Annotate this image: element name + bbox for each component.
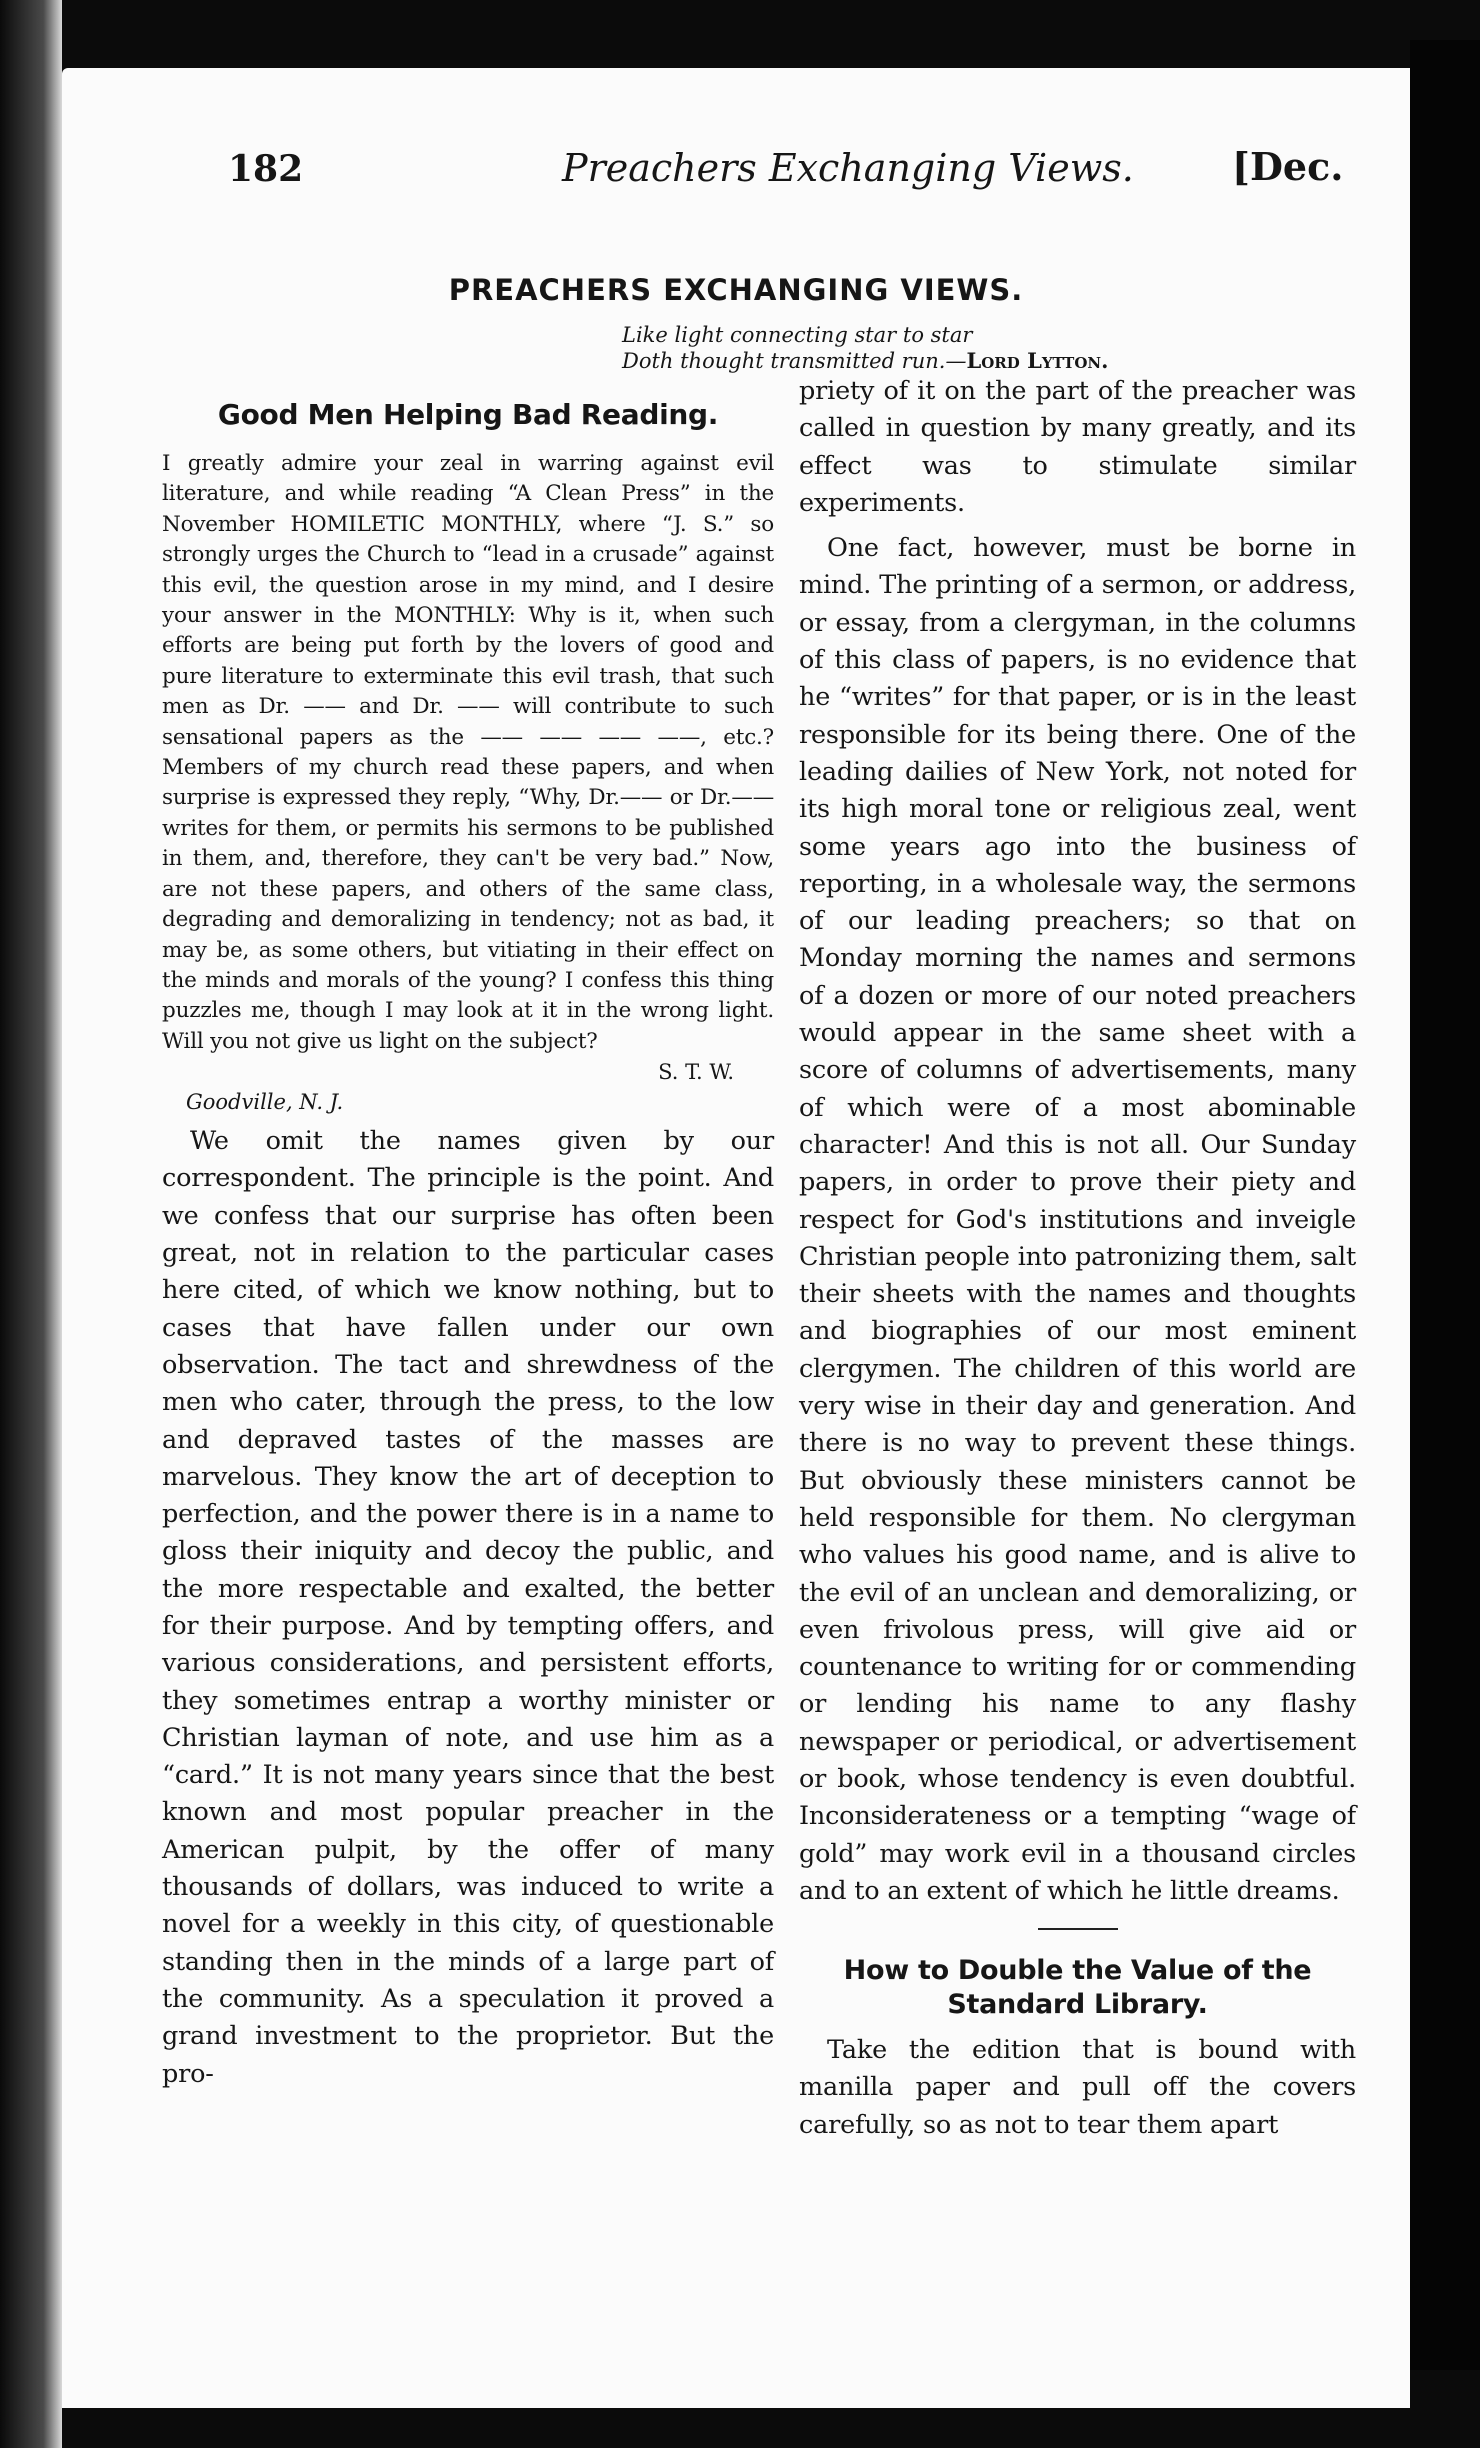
section-divider [1038,1928,1118,1930]
book-binding [0,0,62,2448]
page-edge-shadow [1410,40,1480,2370]
running-month: [Dec. [1232,144,1344,189]
epigraph-line-1: Like light connecting star to star [622,323,973,347]
reply-text-left: We omit the names given by our correspondent. The principle is the point. And we confess that our surprise has often been great, not in relation to the particular cases here cited, of which we know nothing, but to cases that have fallen under our own observation. The tact and shrewdness of the men who cater, through the press, to the low and depraved tastes of the masses are marvelous. They know the art of deception to perfection, and the power there is in a name to gloss their iniquity and decoy the public, and the more respectable and exalted, the better for their purpose. And by tempting offers, and various considerations, and persistent efforts, they sometimes entrap a worthy minister or Christian layman of note, and use him as a “card.” It is not many years since that the best known and most popular preacher in the American pulpit, by the offer of many thousands of dollars, was induced to write a novel for a weekly in this city, of questionable standing then in the minds of a large part of the community. As a speculation it proved a grand investment to the proprietor. But the pro- [162,1126,774,2089]
letter-signature: S. T. W. [658,1060,734,1085]
article-title: Good Men Helping Bad Reading. [217,398,719,431]
letter-text: I greatly admire your zeal in warring against evil literature, and while reading “A Clean Press” in the November HOMILETIC MONTHLY, where “J. S.” so strongly urges the Church to “lead in a crusade” against this evil, the question arose in my mind, and I desire your answer in the MONTHLY: Why is it, when such efforts are being put forth by the lovers of good and pure literature to exterminate this evil trash, that such men as Dr. —— and Dr. —— will contribute to such sensational papers as the —— —— —— ——, etc.? Members of my church read these papers, and when surprise is expressed they reply, “Why, Dr.—— or Dr.—— writes for them, or permits his sermons to be published in them, and, therefore, they can't be very bad.” Now, are not these papers, and others of the same class, degrading and demoralizing in tendency; not as bad, it may be, as some others, but vitiating in their effect on the minds and morals of the young? I confess this thing puzzles me, though I may look at it in the wrong light. Will you not give us light on the subject? [162,451,774,1054]
epigraph [622,322,1222,374]
reply-text-right-1: priety of it on the part of the preacher was called in question by many greatly, and its effect was to stimulate similar experiments. [799,376,1356,518]
letter-signature-row [162,1057,774,1087]
right-column [799,373,1356,2144]
letter-place: Goodville, N. J. [186,1090,344,1115]
reply-text-right-2: One fact, however, must be borne in mind. The printing of a sermon, or address, or essay, from a clergyman, in the columns of this class of papers, is no evidence that he “writes” for that paper, or is in the least responsible for its being there. One of the leading dailies of New York, not noted for its high moral tone or religious zeal, went some years ago into the business of reporting, in a wholesale way, the sermons of our leading preachers; so that on Monday morning the names and sermons of a dozen or more of our noted preachers would appear in the same sheet with a score of columns of advertisements, many of which were of a most abominable character! And this is not all. Our Sunday papers, in order to prove their piety and respect for God's institutions and inveigle Christian people into patronizing them, salt their sheets with the names and thoughts and biographies of our most eminent clergymen. The children of this world are very wise in their day and generation. And there is no way to prevent these things. But obviously these ministers cannot be held responsible for them. No clergyman who values his good name, and is alive to the evil of an unclean and demoralizing, or even frivolous press, will give aid or countenance to writing for or commending or lending his name to any flashy newspaper or periodical, or advertisement or book, whose tendency is even doubtful. Inconsiderateness or a tempting “wage of gold” may work evil in a thousand circles and to an extent of which he little dreams. [799,533,1356,1906]
left-column [162,398,774,2093]
article2-text: Take the edition that is bound with manilla paper and pull off the covers carefully, so as not to tear them apart [799,2035,1356,2140]
section-title: PREACHERS EXCHANGING VIEWS. [448,273,1024,307]
epigraph-line-2 [622,348,1222,374]
page-number: 182 [228,148,304,190]
epigraph-author: Lord Lytton. [966,348,1109,373]
article-title-2: How to Double the Value of the Standard Library. [843,1955,1312,2021]
running-title: Preachers Exchanging Views. [562,146,1134,190]
epigraph-line-2-text: Doth thought transmitted run.— [622,349,967,373]
book-page [62,68,1410,2408]
